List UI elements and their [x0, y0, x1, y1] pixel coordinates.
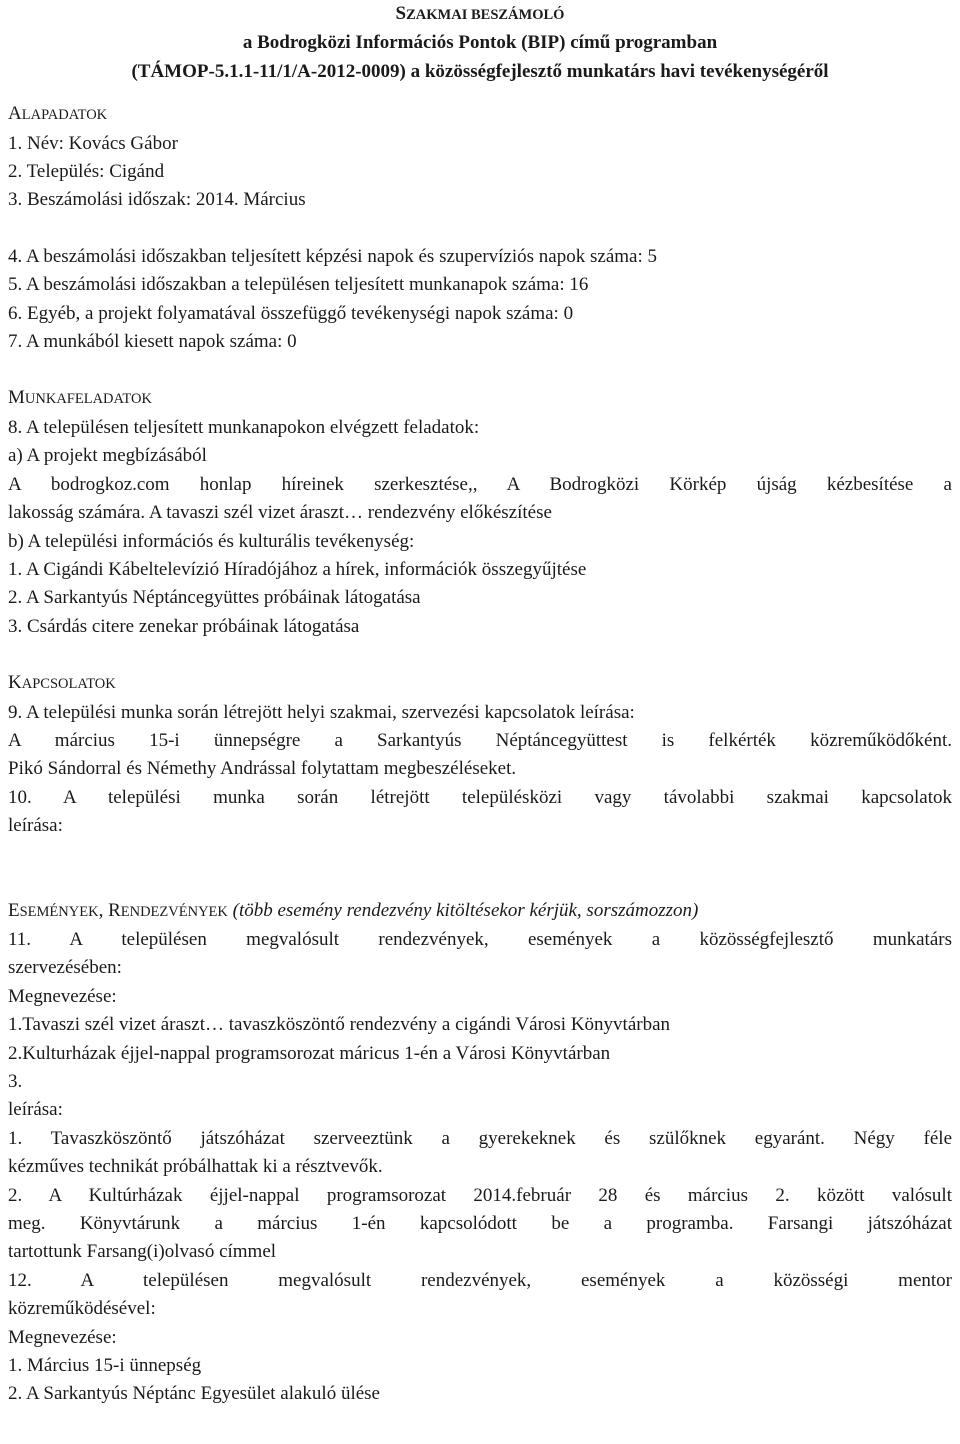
contacts-text-line-1: A március 15-i ünnepségre a Sarkantyús Néptáncegyüttest is felkérték közreműködőként. — [8, 729, 952, 751]
label-megnevezese-2: Megnevezése: — [8, 1326, 117, 1348]
question-11-line-1: 11. A településen megvalósult rendezvények, események a közösségfejlesztő munkatárs — [8, 928, 952, 950]
question-10-line-2: leírása: — [8, 815, 63, 837]
task-text-line-1: A bodrogkoz.com honlap híreinek szerkesztése,, A Bodrogközi Körkép újság kézbesítése a — [8, 473, 952, 495]
title-rest: ZAKMAI BESZÁMOLÓ — [406, 7, 565, 23]
program-name: a Bodrogközi Információs Pontok (BIP) című programban — [242, 32, 718, 54]
section-heading-munkafeladatok: MUNKAFELADATOK — [8, 387, 152, 409]
heading-note: (több esemény rendezvény kitöltésekor kérjük, sorszámozzon) — [227, 899, 699, 921]
field-period: 3. Beszámolási időszak: 2014. Március — [8, 189, 306, 211]
report-title — [8, 0, 952, 29]
question-10-line-1: 10. A települési munka során létrejött településközi vagy távolabbi szakmai kapcsolatok — [8, 786, 952, 808]
subheading-b: b) A települési információs és kulturális tevékenység: — [8, 530, 415, 552]
field-settlement: 2. Település: Cigánd — [8, 161, 165, 183]
question-11-line-2: szervezésében: — [8, 957, 122, 979]
field-name: 1. Név: Kovács Gábor — [8, 132, 178, 154]
description-line: 2. A Kultúrházak éjjel-nappal programsorozat 2014.február 28 és március 2. között valósult — [8, 1184, 952, 1206]
field-missed-days: 7. A munkából kiesett napok száma: 0 — [8, 331, 297, 353]
list-item: 3. — [8, 1071, 23, 1092]
field-work-days: 5. A beszámolási időszakban a településen teljesített munkanapok száma: 16 — [8, 274, 589, 296]
label-leirasa: leírása: — [8, 1099, 63, 1121]
list-item: 2.Kulturházak éjjel-nappal programsorozat máricus 1-én a Városi Könyvtárban — [8, 1042, 611, 1064]
question-8: 8. A településen teljesített munkanapokon elvégzett feladatok: — [8, 416, 480, 438]
contacts-text-line-2: Pikó Sándorral és Némethy Andrással folytattam megbeszéléseket. — [8, 758, 517, 780]
section-heading-esemenyek: ESEMÉNYEK, RENDEZVÉNYEK (több esemény rendezvény kitöltésekor kérjük, sorszámozzon) — [8, 899, 699, 921]
field-training-days: 4. A beszámolási időszakban teljesített képzési napok és szupervíziós napok száma: 5 — [8, 245, 657, 267]
list-item: 2. A Sarkantyús Néptáncegyüttes próbáinak látogatása — [8, 587, 421, 609]
list-item: 2. A Sarkantyús Néptánc Egyesület alakuló ülése — [8, 1383, 380, 1405]
description-line: 1. Tavaszköszöntő játszóházat szerveeztünk a gyerekeknek és szülőknek egyaránt. Négy féle — [8, 1127, 952, 1149]
question-9: 9. A települési munka során létrejött helyi szakmai, szervezési kapcsolatok leírása: — [8, 701, 635, 723]
field-other-days: 6. Egyéb, a projekt folyamatával összefüggő tevékenységi napok száma: 0 — [8, 302, 574, 324]
list-item: 1. A Cigándi Kábeltelevízió Híradójához a hírek, információk összegyűjtése — [8, 558, 587, 580]
label-megnevezese: Megnevezése: — [8, 985, 117, 1007]
list-item: 1. Március 15-i ünnepség — [8, 1355, 202, 1377]
section-heading-kapcsolatok: KAPCSOLATOK — [8, 672, 116, 694]
section-heading-alapadatok: ALAPADATOK — [8, 103, 108, 125]
description-line: tartottunk Farsang(i)olvasó címmel — [8, 1241, 277, 1263]
task-text-line-2: lakosság számára. A tavaszi szél vizet áraszt… rendezvény előkészítése — [8, 502, 552, 524]
question-12-line-2: közreműködésével: — [8, 1298, 156, 1320]
list-item: 1.Tavaszi szél vizet áraszt… tavaszköszöntő rendezvény a cigándi Városi Könyvtárban — [8, 1014, 671, 1036]
subheading-a: a) A projekt megbízásából — [8, 445, 207, 467]
project-code: (TÁMOP-5.1.1-11/1/A-2012-0009) a közösségfejlesztő munkatárs havi tevékenységéről — [131, 60, 829, 82]
title-cap: S — [395, 3, 407, 24]
question-12-line-1: 12. A településen megvalósult rendezvények, események a közösségi mentor — [8, 1269, 952, 1291]
description-line: kézműves technikát próbálhattak ki a résztvevők. — [8, 1156, 383, 1178]
description-line: meg. Könyvtárunk a március 1-én kapcsolódott be a programba. Farsangi játszóházat — [8, 1213, 952, 1235]
list-item: 3. Csárdás citere zenekar próbáinak látogatása — [8, 615, 360, 637]
